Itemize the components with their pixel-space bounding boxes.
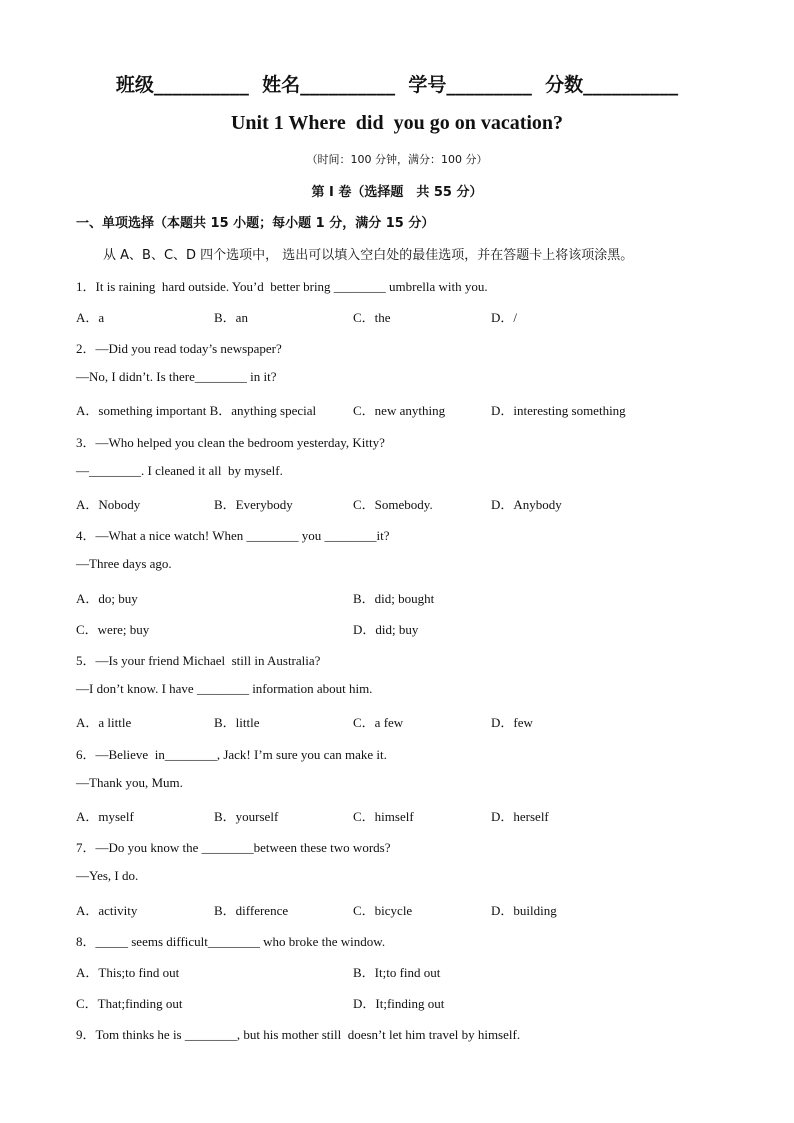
question-2-option-c: C．new anything	[353, 403, 446, 418]
page-title: Unit 1 Where did you go on vacation?	[230, 112, 564, 134]
question-3-stem-reply: —________. I cleaned it all by myself.	[76, 463, 283, 478]
exam-info: （时间：100 分钟，满分：100 分）	[306, 153, 488, 166]
question-8-option-a: A．This;to find out	[76, 965, 180, 980]
question-6-option-c: C．himself	[353, 809, 414, 824]
question-5-stem: 5．—Is your friend Michael still in Australia?	[76, 653, 321, 668]
question-1-stem: 1．It is raining hard outside. You’d better bring ________ umbrella with you.	[76, 279, 488, 294]
question-1-option-a: A．a	[76, 310, 105, 325]
question-2-stem-reply: —No, I didn’t. Is there________ in it?	[76, 369, 277, 384]
question-1-option-c: C．the	[353, 310, 391, 325]
question-6-stem-reply: —Thank you, Mum.	[76, 775, 183, 790]
question-7-stem-reply: —Yes, I do.	[76, 868, 139, 883]
question-4-stem-reply: —Three days ago.	[76, 556, 172, 571]
question-5-option-a: A．a little	[76, 715, 132, 730]
question-8-stem: 8．_____ seems difficult________ who broke the window.	[76, 934, 386, 949]
question-6-option-b: B．yourself	[214, 809, 279, 824]
student-info-header: 班级__________ 姓名__________ 学号_________ 分数__________	[115, 74, 679, 96]
question-4-stem: 4．—What a nice watch! When ________ you ________it?	[76, 528, 390, 543]
question-4-option-a: A．do; buy	[76, 591, 138, 606]
question-4-option-c: C．were; buy	[76, 622, 150, 637]
question-4-option-b: B．did; bought	[353, 591, 435, 606]
question-8-option-b: B．It;to find out	[353, 965, 441, 980]
question-3-option-c: C．Somebody.	[353, 497, 433, 512]
question-6-option-a: A．myself	[76, 809, 134, 824]
question-3-option-a: A．Nobody	[76, 497, 141, 512]
question-2-option-d: D．interesting something	[491, 403, 626, 418]
question-3-option-b: B．Everybody	[214, 497, 293, 512]
question-7-stem: 7．—Do you know the ________between these two words?	[76, 840, 391, 855]
question-5-option-b: B．little	[214, 715, 260, 730]
question-6-stem: 6．—Believe in________, Jack! I’m sure you can make it.	[76, 747, 387, 762]
question-5-option-c: C．a few	[353, 715, 404, 730]
question-5-option-d: D．few	[491, 715, 533, 730]
question-2-stem: 2．—Did you read today’s newspaper?	[76, 341, 282, 356]
question-7-option-a: A．activity	[76, 903, 138, 918]
question-8-option-c: C．That;finding out	[76, 996, 183, 1011]
question-6-option-d: D．herself	[491, 809, 549, 824]
question-7-option-b: B．difference	[214, 903, 289, 918]
instructions: 从 A、B、C、D 四个选项中， 选出可以填入空白处的最佳选项，并在答题卡上将该项涂黑。	[103, 248, 634, 263]
question-5-stem-reply: —I don’t know. I have ________ information about him.	[76, 681, 373, 696]
question-9-stem: 9．Tom thinks he is ________, but his mother still doesn’t let him travel by himself.	[76, 1027, 521, 1042]
question-1-option-d: D．/	[491, 310, 518, 325]
question-8-option-d: D．It;finding out	[353, 996, 445, 1011]
question-1-option-b: B．an	[214, 310, 248, 325]
question-7-option-d: D．building	[491, 903, 557, 918]
question-3-option-d: D．Anybody	[491, 497, 562, 512]
section-title: 一、单项选择（本题共 15 小题；每小题 1 分，满分 15 分）	[76, 216, 435, 231]
question-4-option-d: D．did; buy	[353, 622, 419, 637]
question-2-option-ab: A．something important B．anything special	[76, 403, 317, 418]
part-title: 第 I 卷（选择题 共 55 分）	[311, 185, 483, 200]
question-7-option-c: C．bicycle	[353, 903, 413, 918]
question-3-stem: 3．—Who helped you clean the bedroom yesterday, Kitty?	[76, 435, 385, 450]
